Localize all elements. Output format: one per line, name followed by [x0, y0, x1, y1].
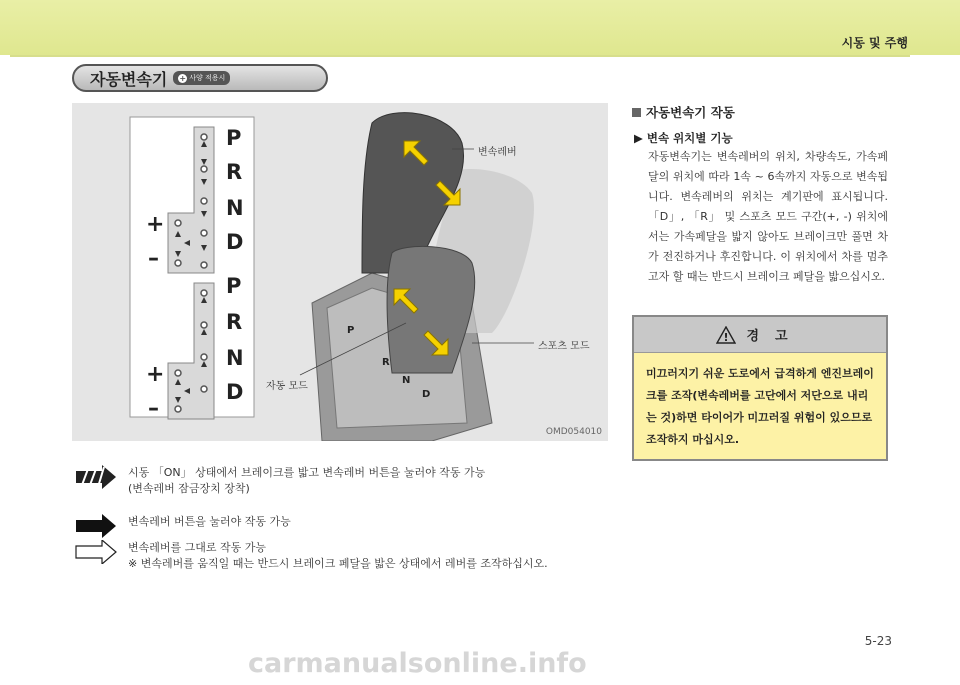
legend-item-outline: [74, 540, 548, 572]
section-title-pill: [72, 64, 328, 92]
solid-arrow-icon: [74, 514, 118, 538]
right-body-text: 자동변속기는 변속레버의 위치, 차량속도, 가속페달의 위치에 따라 1속 ~ 6속까지 자동으로 변속됩니다. 변속레버의 위치는 계기판에 표시됩니다. 「D」, 「R」 및 스포츠 모드 구간(+, -) 위치에서는 가속페달을 밟지 않아도 브레이크만 풀면 차가 전진하거나 후진합니다. 이 위치에서 차를 멈추고자 할 때는 반드시 브레이크 페달을 밟으십시오.: [648, 150, 888, 283]
right-heading-text: 자동변속기 작동: [646, 105, 735, 120]
figure-code: OMD054010: [545, 427, 602, 437]
legend-text-line: 변속레버를 그대로 작동 가능: [128, 541, 267, 554]
shift-gate-illustration: [72, 103, 608, 441]
console-letter-n: N: [402, 375, 411, 386]
gate-letter-n-top: N: [226, 196, 244, 220]
square-bullet-icon: [632, 108, 641, 117]
right-heading: [632, 103, 735, 121]
gate-letter-r-bottom: R: [226, 310, 243, 334]
warning-title: 경고: [746, 329, 804, 344]
svg-text:!: !: [723, 330, 729, 344]
header-bar: [0, 0, 960, 55]
gate-letter-d-top: D: [226, 230, 244, 254]
warning-body: 미끄러지기 쉬운 도로에서 급격하게 엔진브레이크를 조작(변속레버를 고단에서 저단으로 내리는 것)하면 타이어가 미끄러질 위험이 있으므로 조작하지 마십시오.: [646, 367, 874, 446]
callout-shift-lever: 변속레버: [478, 147, 517, 158]
callout-auto-mode: 자동 모드: [266, 381, 308, 392]
gate-letter-p-top: P: [226, 126, 242, 150]
console-letter-r: R: [382, 357, 390, 368]
outline-arrow-icon: [74, 540, 118, 564]
warning-header: [634, 317, 886, 353]
legend-text-line: 시동 「ON」 상태에서 브레이크를 밟고 변속레버 버튼을 눌러야 작동 가능: [128, 466, 486, 479]
striped-arrow-icon: [74, 465, 118, 489]
option-badge: [173, 71, 230, 85]
legend-item-striped: [74, 465, 485, 497]
plus-marker-top: +: [146, 212, 165, 237]
legend-text-line: 변속레버 버튼을 눌러야 작동 가능: [128, 515, 291, 528]
chapter-title: 시동 및 주행: [841, 36, 908, 50]
right-subheading: ▶ 변속 위치별 기능: [634, 131, 733, 145]
legend-item-solid: [74, 514, 291, 538]
plus-icon: +: [179, 73, 187, 83]
warning-box: [632, 315, 888, 461]
console-letter-p: P: [347, 325, 355, 336]
option-badge-label: 사양 적용시: [189, 74, 226, 82]
shift-lever-figure: [72, 103, 608, 441]
gate-letter-r-top: R: [226, 160, 243, 184]
callout-sport-mode: 스포츠 모드: [538, 341, 590, 352]
header-divider: [10, 55, 910, 57]
watermark: carmanualsonline.info: [248, 648, 587, 679]
gate-letter-p-bottom: P: [226, 274, 242, 298]
page-number: 5-23: [864, 634, 892, 648]
section-title: 자동변속기: [90, 69, 168, 89]
warning-triangle-icon: [716, 326, 736, 344]
legend-text-line: (변속레버 잠금장치 장착): [128, 482, 250, 495]
gate-letter-n-bottom: N: [226, 346, 244, 370]
plus-marker-bottom: +: [146, 362, 165, 387]
minus-marker-bottom: –: [148, 396, 159, 421]
console-letter-d: D: [422, 389, 431, 400]
gate-letter-d-bottom: D: [226, 380, 244, 404]
shift-console-drawing: [312, 113, 534, 441]
minus-marker-top: –: [148, 246, 159, 271]
legend-text-line: ※ 변속레버를 움직일 때는 반드시 브레이크 페달을 밟은 상태에서 레버를 조작하십시오.: [128, 557, 548, 570]
